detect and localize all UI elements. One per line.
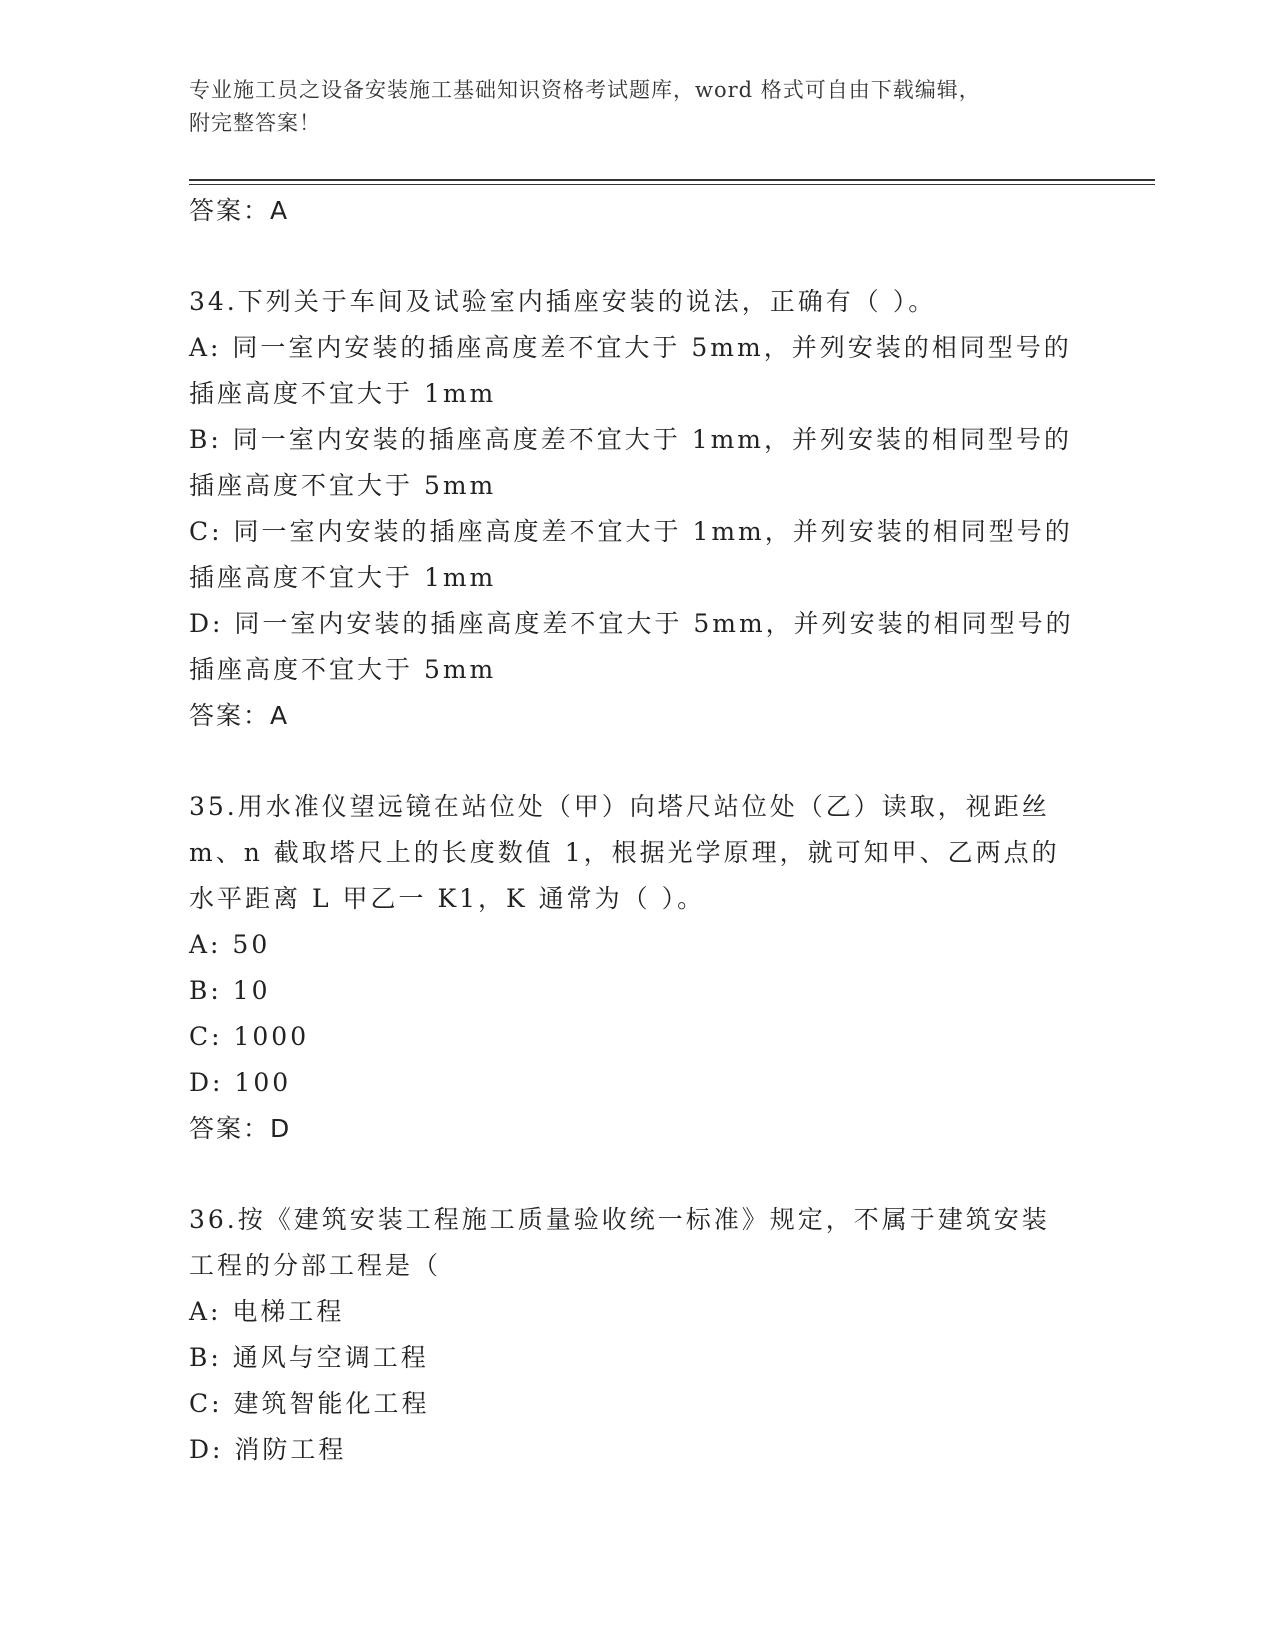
question-35-stem-line-1: 35.用水准仪望远镜在站位处（甲）向塔尺站位处（乙）读取，视距丝 — [189, 792, 1050, 821]
question-36-stem-line-2: 工程的分部工程是（ — [189, 1251, 442, 1280]
answer-previous: 答案：A — [189, 196, 290, 225]
header-title-line-1: 专业施工员之设备安装施工基础知识资格考试题库，word 格式可自由下载编辑， — [189, 78, 981, 102]
question-34-option-a — [189, 325, 1089, 417]
spacer — [189, 234, 1089, 279]
question-36-stem-line-1: 36.按《建筑安装工程施工质量验收统一标准》规定，不属于建筑安装 — [189, 1205, 1050, 1234]
header-divider-thin — [189, 184, 1155, 185]
question-36 — [189, 1197, 1089, 1473]
option-line: 插座高度不宜大于 5mm — [189, 471, 497, 500]
question-36-option-a: A: 电梯工程 — [189, 1297, 345, 1326]
question-36-option-d: D: 消防工程 — [189, 1435, 347, 1464]
option-line: 插座高度不宜大于 1mm — [189, 379, 497, 408]
question-34-option-b — [189, 417, 1089, 509]
question-35 — [189, 784, 1089, 1152]
question-content — [189, 188, 1089, 1473]
question-35-answer: 答案：D — [189, 1114, 292, 1143]
spacer — [189, 1152, 1089, 1197]
option-line: D: 同一室内安装的插座高度差不宜大于 5mm，并列安装的相同型号的 — [189, 609, 1074, 638]
header-title-line-2: 附完整答案！ — [189, 111, 321, 135]
question-35-stem-line-2: m、n 截取塔尺上的长度数值 1，根据光学原理，就可知甲、乙两点的 — [189, 838, 1060, 867]
question-34-stem: 34.下列关于车间及试验室内插座安装的说法，正确有（ ）。 — [189, 287, 937, 316]
option-line: 插座高度不宜大于 1mm — [189, 563, 497, 592]
question-36-option-b: B: 通风与空调工程 — [189, 1343, 429, 1372]
question-34-option-c — [189, 509, 1089, 601]
header-divider-thick — [189, 179, 1155, 181]
option-line: A: 同一室内安装的插座高度差不宜大于 5mm，并列安装的相同型号的 — [189, 333, 1072, 362]
question-35-option-c: C: 1000 — [189, 1022, 310, 1051]
question-35-option-b: B: 10 — [189, 976, 271, 1005]
question-35-option-d: D: 100 — [189, 1068, 292, 1097]
option-line: 插座高度不宜大于 5mm — [189, 655, 497, 684]
question-34-option-d — [189, 601, 1089, 693]
question-34-answer: 答案：A — [189, 701, 290, 730]
option-line: C: 同一室内安装的插座高度差不宜大于 1mm，并列安装的相同型号的 — [189, 517, 1073, 546]
spacer — [189, 739, 1089, 784]
question-35-stem-line-3: 水平距离 L 甲乙一 K1，K 通常为（ ）。 — [189, 884, 706, 913]
question-36-option-c: C: 建筑智能化工程 — [189, 1389, 430, 1418]
option-line: B: 同一室内安装的插座高度差不宜大于 1mm，并列安装的相同型号的 — [189, 425, 1073, 454]
question-35-option-a: A: 50 — [189, 930, 271, 959]
question-34 — [189, 279, 1089, 739]
page-header — [189, 74, 1089, 140]
